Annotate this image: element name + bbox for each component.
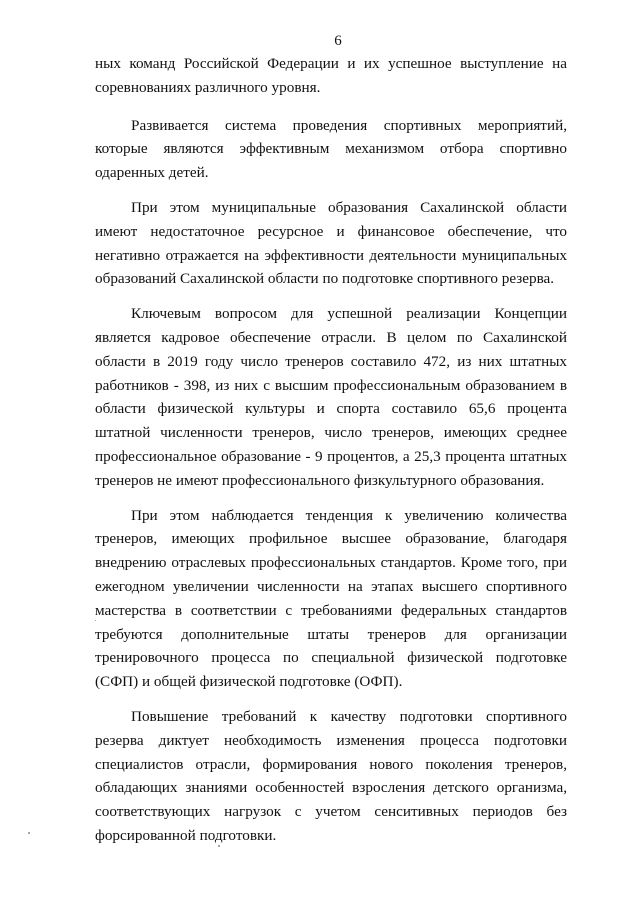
- scan-speck: [218, 845, 220, 847]
- page-number: 6: [334, 33, 342, 49]
- document-body: [95, 52, 567, 859]
- paragraph-sports-events: Развивается система проведения спортивных мероприятий, которые являются эффективным механизмом отбора спортивно одаренных детей.: [95, 116, 567, 182]
- scan-speck: [95, 620, 96, 621]
- paragraph-training-requirements: Повышение требований к качеству подготовки спортивного резерва диктует необходимость изменения процесса подготовки специалистов отрасли, формирования нового поколения тренеров, обладающих знаниями особенностей взросления детского организма, соответствующих нагрузок с учетом сенситивных периодов без форсированной подготовки.: [95, 707, 567, 844]
- paragraph-trainer-trend: При этом наблюдается тенденция к увеличению количества тренеров, имеющих профильное высшее образование, благодаря внедрению отраслевых профессиональных стандартов. Кроме того, при ежегодном увеличении численности на этапах высшего спортивного мастерства в соответствии с требованиями федеральных стандартов требуются дополнительные штаты тренеров для организации тренировочного процесса по специальной физической подготовке (СФП) и общей физической подготовке (ОФП).: [95, 506, 567, 691]
- paragraph-municipal-resources: При этом муниципальные образования Сахалинской области имеют недостаточное ресурсное и финансовое обеспечение, что негативно отражается на эффективности деятельности муниципальных образований Сахалинской области по подготовке спортивного резерва.: [95, 198, 567, 288]
- paragraph-staffing: Ключевым вопросом для успешной реализации Концепции является кадровое обеспечение отрасли. В целом по Сахалинской области в 2019 году число тренеров составило 472, из них штатных работников - 398, из них с высшим профессиональным образованием в области физической культуры и спорта составило 65,6 процента штатной численности тренеров, число тренеров, имеющих среднее профессиональное образование - 9 процентов, а 25,3 процента штатных тренеров не имеют профессионального физкультурного образования.: [95, 305, 567, 489]
- paragraph-continuation: ных команд Российской Федерации и их успешное выступление на соревнованиях различного уровня.: [95, 55, 567, 96]
- scan-speck: [28, 832, 30, 834]
